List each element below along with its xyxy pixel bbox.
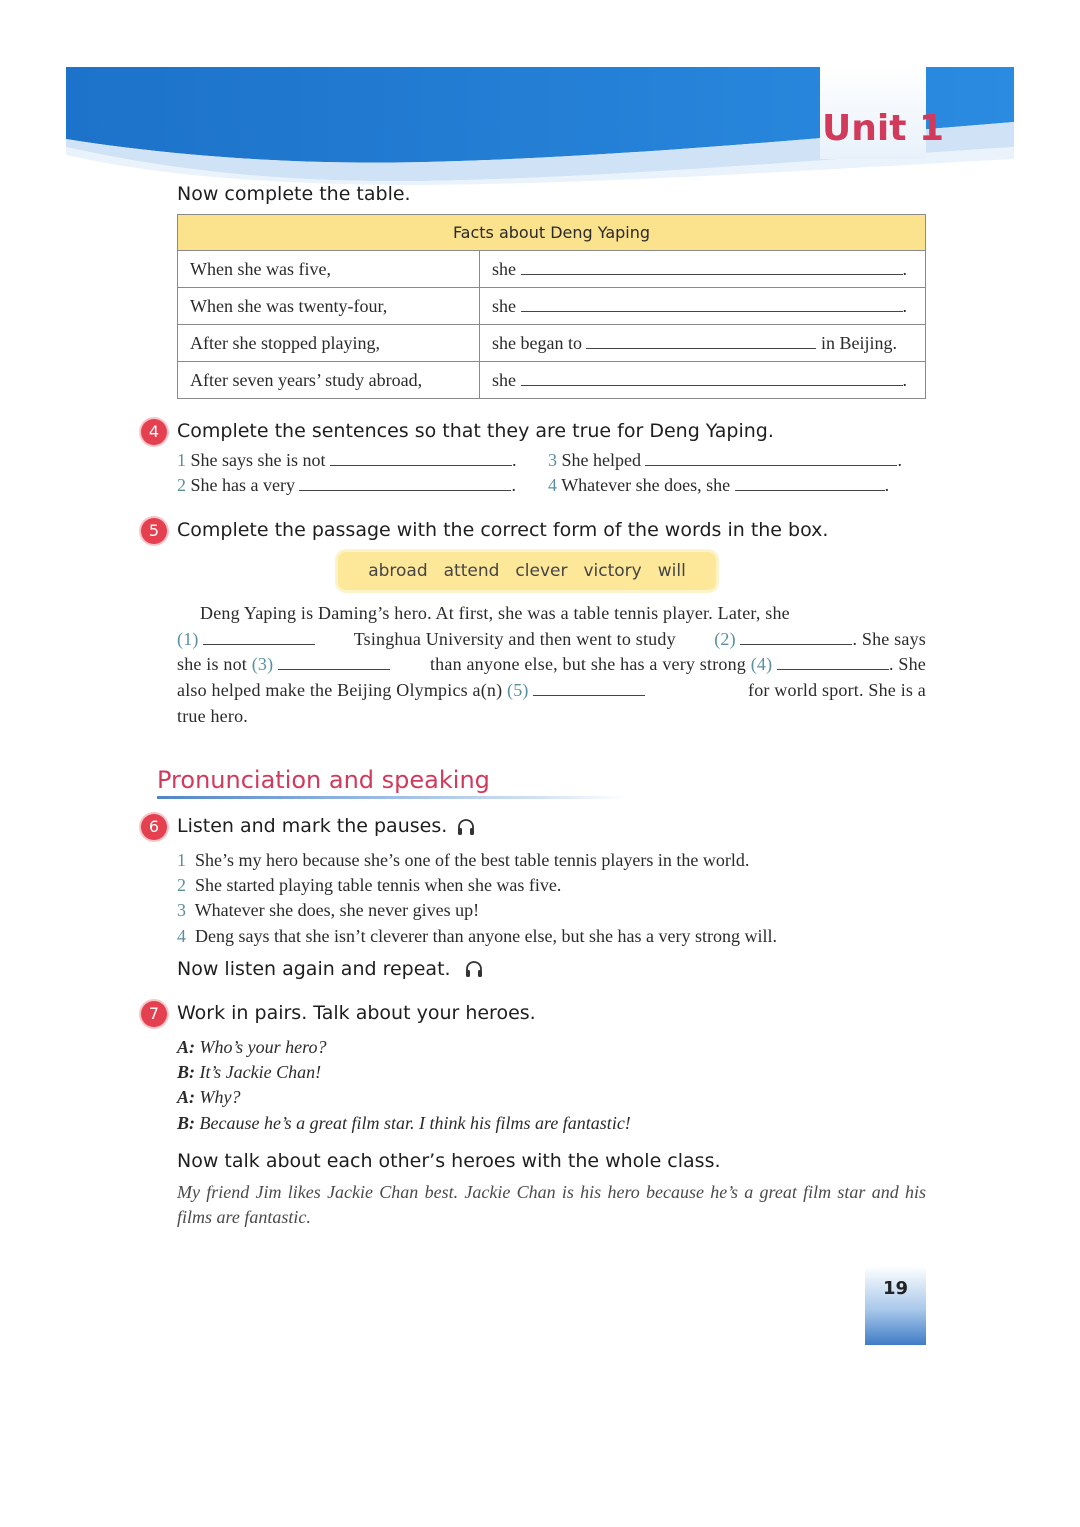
item-text: She says she is not [190,450,326,470]
activity-6-item [177,850,749,871]
answer-blank[interactable] [586,334,816,349]
blank-number: (5) [507,680,529,700]
activity-6-item [177,875,561,896]
passage-text: for world sport. She is a [748,680,926,700]
table-row [178,251,926,288]
dialogue-text: Because he’s a great film star. I think his films are fantastic! [199,1113,631,1133]
blank-number: (1) [177,629,199,649]
page-number-tab [865,1266,926,1345]
passage-text: Tsinghua University and then went to study [353,629,676,649]
answer-blank[interactable] [521,371,903,386]
passage-line [177,706,926,727]
table-cell-right [480,288,926,325]
answer-blank[interactable] [777,655,889,670]
item-number: 1 [177,450,186,470]
item-number: 2 [177,875,186,895]
dialogue-line [177,1087,240,1108]
passage-line [177,654,926,675]
item-number: 2 [177,475,186,495]
speaker-label: A: [177,1037,195,1057]
passage-text: she is not [177,654,248,674]
word-box-item: victory [583,561,642,581]
cell-suffix: . [902,369,907,390]
activity-6-item [177,900,479,921]
passage-text: Deng Yaping is Daming’s hero. At first, she was a table tennis player. Later, she [200,603,790,623]
table-cell-left: When she was twenty-four, [178,288,480,325]
table-cell-left: After seven years’ study abroad, [178,362,480,399]
activity-7-badge: 7 [141,1001,167,1027]
word-box-item: abroad [368,561,428,581]
activity-7-instruction: Work in pairs. Talk about your heroes. [177,1002,536,1024]
blank-number: (4) [750,654,773,674]
answer-blank[interactable] [645,451,897,466]
table-row [178,362,926,399]
answer-blank[interactable] [203,630,315,645]
answer-blank[interactable] [278,655,390,670]
table-instruction: Now complete the table. [177,183,411,205]
speaker-label: B: [177,1062,195,1082]
item-number: 4 [548,475,557,495]
item-number: 3 [177,900,186,920]
blank-number: (3) [251,654,274,674]
passage-line [177,680,926,701]
table-cell-right [480,325,926,362]
speaker-label: B: [177,1113,195,1133]
item-text: She helped [561,450,641,470]
table-cell-left: After she stopped playing, [178,325,480,362]
item-number: 4 [177,926,186,946]
passage-text: . She [889,654,926,674]
cell-prefix: she [492,258,516,279]
passage-text: also helped make the Beijing Olympics a(n) [177,680,503,700]
word-box-item: clever [515,561,568,581]
activity-4-badge: 4 [141,419,167,445]
dialogue-text: It’s Jackie Chan! [199,1062,322,1082]
item-text: Whatever she does, she never gives up! [194,900,480,920]
answer-blank[interactable] [521,260,903,275]
item-text: Whatever she does, she [561,475,731,495]
headphones-icon[interactable] [464,959,484,979]
dialogue-line [177,1062,321,1083]
cell-prefix: she [492,295,516,316]
cell-prefix: she [492,369,516,390]
speaker-label: A: [177,1087,195,1107]
answer-blank[interactable] [735,476,885,491]
activity-4-item: 1 She says she is not . [177,450,517,470]
dialogue-text: Why? [199,1087,241,1107]
answer-blank[interactable] [740,630,852,645]
activity-6-item [177,926,777,947]
answer-blank[interactable] [533,681,645,696]
cell-suffix: . [902,295,907,316]
activity-5-instruction: Complete the passage with the correct form of the words in the box. [177,519,829,541]
passage-text: true hero. [177,706,248,726]
item-text: Deng says that she isn’t cleverer than anyone else, but she has a very strong will. [195,926,778,946]
activity-6-instruction: Listen and mark the pauses. [177,815,448,837]
word-box [338,552,716,590]
item-text: She has a very [190,475,295,495]
passage-line [177,603,926,624]
answer-blank[interactable] [521,297,903,312]
activity-4-item: 3 She helped . [548,450,902,470]
activity-5-badge: 5 [141,518,167,544]
dialogue-line [177,1113,631,1134]
cell-suffix: . [902,258,907,279]
activity-4-item: 2 She has a very . [177,475,516,495]
example-paragraph: My friend Jim likes Jackie Chan best. Jackie Chan is his hero because he’s a great film star and his films are fantastic. [177,1182,926,1227]
dialogue-line [177,1037,327,1058]
activity-4-instruction: Complete the sentences so that they are true for Deng Yaping. [177,420,774,442]
section-title: Pronunciation and speaking [157,766,490,794]
item-text: She’s my hero because she’s one of the best table tennis players in the world. [195,850,750,870]
table-header: Facts about Deng Yaping [178,215,926,251]
word-box-item: attend [443,561,500,581]
blank-number: (2) [714,629,736,649]
answer-blank[interactable] [330,451,512,466]
passage-text: than anyone else, but she has a very strong [429,654,746,674]
answer-blank[interactable] [299,476,511,491]
activity-6-followup: Now listen again and repeat. [177,958,451,980]
table-cell-left: When she was five, [178,251,480,288]
table-row [178,325,926,362]
page-number: 19 [882,1278,909,1299]
word-box-item: will [657,561,686,581]
activity-7-followup: Now talk about each other’s heroes with the whole class. [177,1150,721,1172]
cell-suffix: in Beijing. [820,332,897,353]
table-row [178,288,926,325]
dialogue-text: Who’s your hero? [199,1037,327,1057]
item-number: 3 [548,450,557,470]
facts-table [177,214,926,399]
item-text: She started playing table tennis when she was five. [195,875,562,895]
headphones-icon[interactable] [456,817,476,837]
item-number: 1 [177,850,186,870]
section-divider [157,796,627,799]
table-cell-right [480,251,926,288]
activity-4-item: 4 Whatever she does, she . [548,475,890,495]
passage-line [177,629,926,650]
unit-title: Unit 1 [822,108,944,149]
cell-prefix: she began to [492,332,582,353]
table-cell-right [480,362,926,399]
passage-text: . She says [852,629,926,649]
activity-6-badge: 6 [141,814,167,840]
